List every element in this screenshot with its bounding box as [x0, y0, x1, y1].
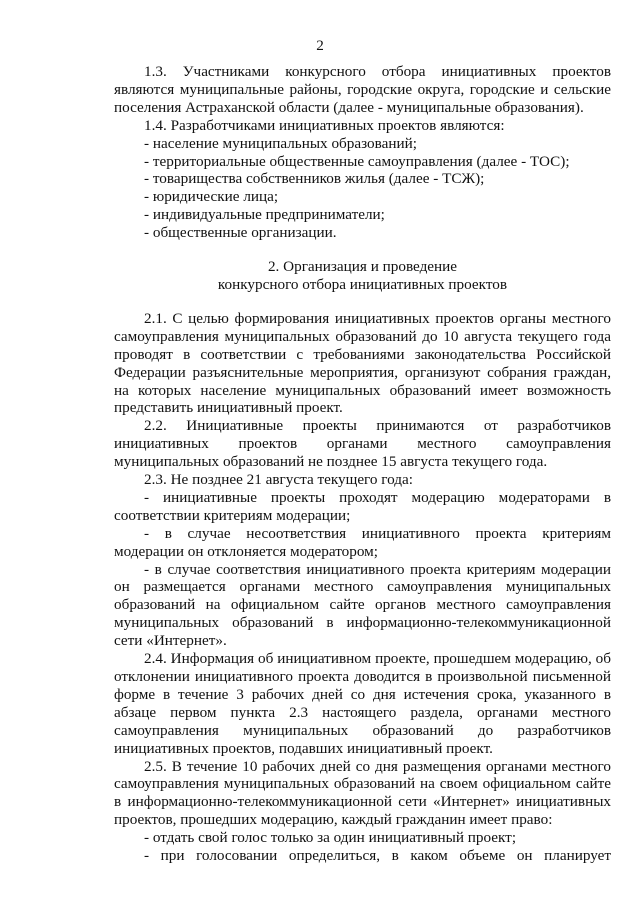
list-item: - территориальные общественные самоуправления (далее - ТОС);: [144, 152, 570, 170]
document-body: [114, 63, 611, 865]
list-item: - товарищества собственников жилья (далее - ТСЖ);: [144, 170, 485, 188]
paragraph-2-4: 2.4. Информация об инициативном проекте, прошедшем модерацию, об отклонении инициативного проекта доводится в произвольной письменной форме в течение 3 рабочих дней со дня истечения срока, указанного в абзаце первом пункта 2.3 настоящего раздела, органами местного самоуправления муниципальных образований до разработчиков инициативных проектов, подавших инициативный проект.: [114, 650, 611, 757]
list-item: - общественные организации.: [144, 224, 337, 242]
section-heading-line-1: 2. Организация и проведение: [267, 258, 458, 276]
paragraph-2-1: 2.1. С целью формирования инициативных проектов органы местного самоуправления муниципальных образований до 10 августа текущего года проводят в соответствии с требованиями законодательства Российской Федерации разъяснительные мероприятия, организуют собрания граждан, на которых население муниципальных образований имеет возможность представить инициативный проект.: [114, 309, 611, 417]
section-heading-line-2: конкурсного отбора инициативных проектов: [217, 275, 508, 293]
paragraph-2-3-item-b: - в случае несоответствия инициативного проекта критериям модерации он отклоняется модератором;: [114, 524, 611, 560]
paragraph-1-3: 1.3. Участниками конкурсного отбора инициативных проектов являются муниципальные районы, городские округа, городские и сельские поселения Астраханской области (далее - муниципальные образования).: [114, 63, 611, 116]
paragraph-2-3: 2.3. Не позднее 21 августа текущего года:: [144, 471, 413, 489]
list-item: - юридические лица;: [144, 188, 279, 206]
page-number: 2: [316, 37, 324, 54]
list-item: - население муниципальных образований;: [144, 134, 417, 152]
paragraph-2-3-item-c: - в случае соответствия инициативного проекта критериям модерации он размещается органами местного самоуправления муниципальных образований на официальном сайте органов местного самоуправления муниципальных образований в информационно-телекоммуникационной сети «Интернет».: [114, 560, 611, 650]
paragraph-2-3-item-a: - инициативные проекты проходят модерацию модераторами в соответствии критериям модерации;: [114, 488, 611, 524]
paragraph-2-2: 2.2. Инициативные проекты принимаются от разработчиков инициативных проектов органами местного самоуправления муниципальных образований не позднее 15 августа текущего года.: [114, 417, 611, 471]
paragraph-1-4: 1.4. Разработчиками инициативных проектов являются:: [144, 116, 505, 134]
list-item: - индивидуальные предприниматели;: [144, 206, 385, 224]
paragraph-2-5-item-a: - отдать свой голос только за один инициативный проект;: [144, 829, 517, 847]
paragraph-2-5-item-b: - при голосовании определиться, в каком объеме он планирует: [144, 847, 611, 865]
paragraph-2-5: 2.5. В течение 10 рабочих дней со дня размещения органами местного самоуправления муниципальных образований на своем официальном сайте в информационно-телекоммуникационной сети «Интернет» инициативных проектов, прошедших модерацию, каждый гражданин имеет право:: [114, 757, 611, 829]
